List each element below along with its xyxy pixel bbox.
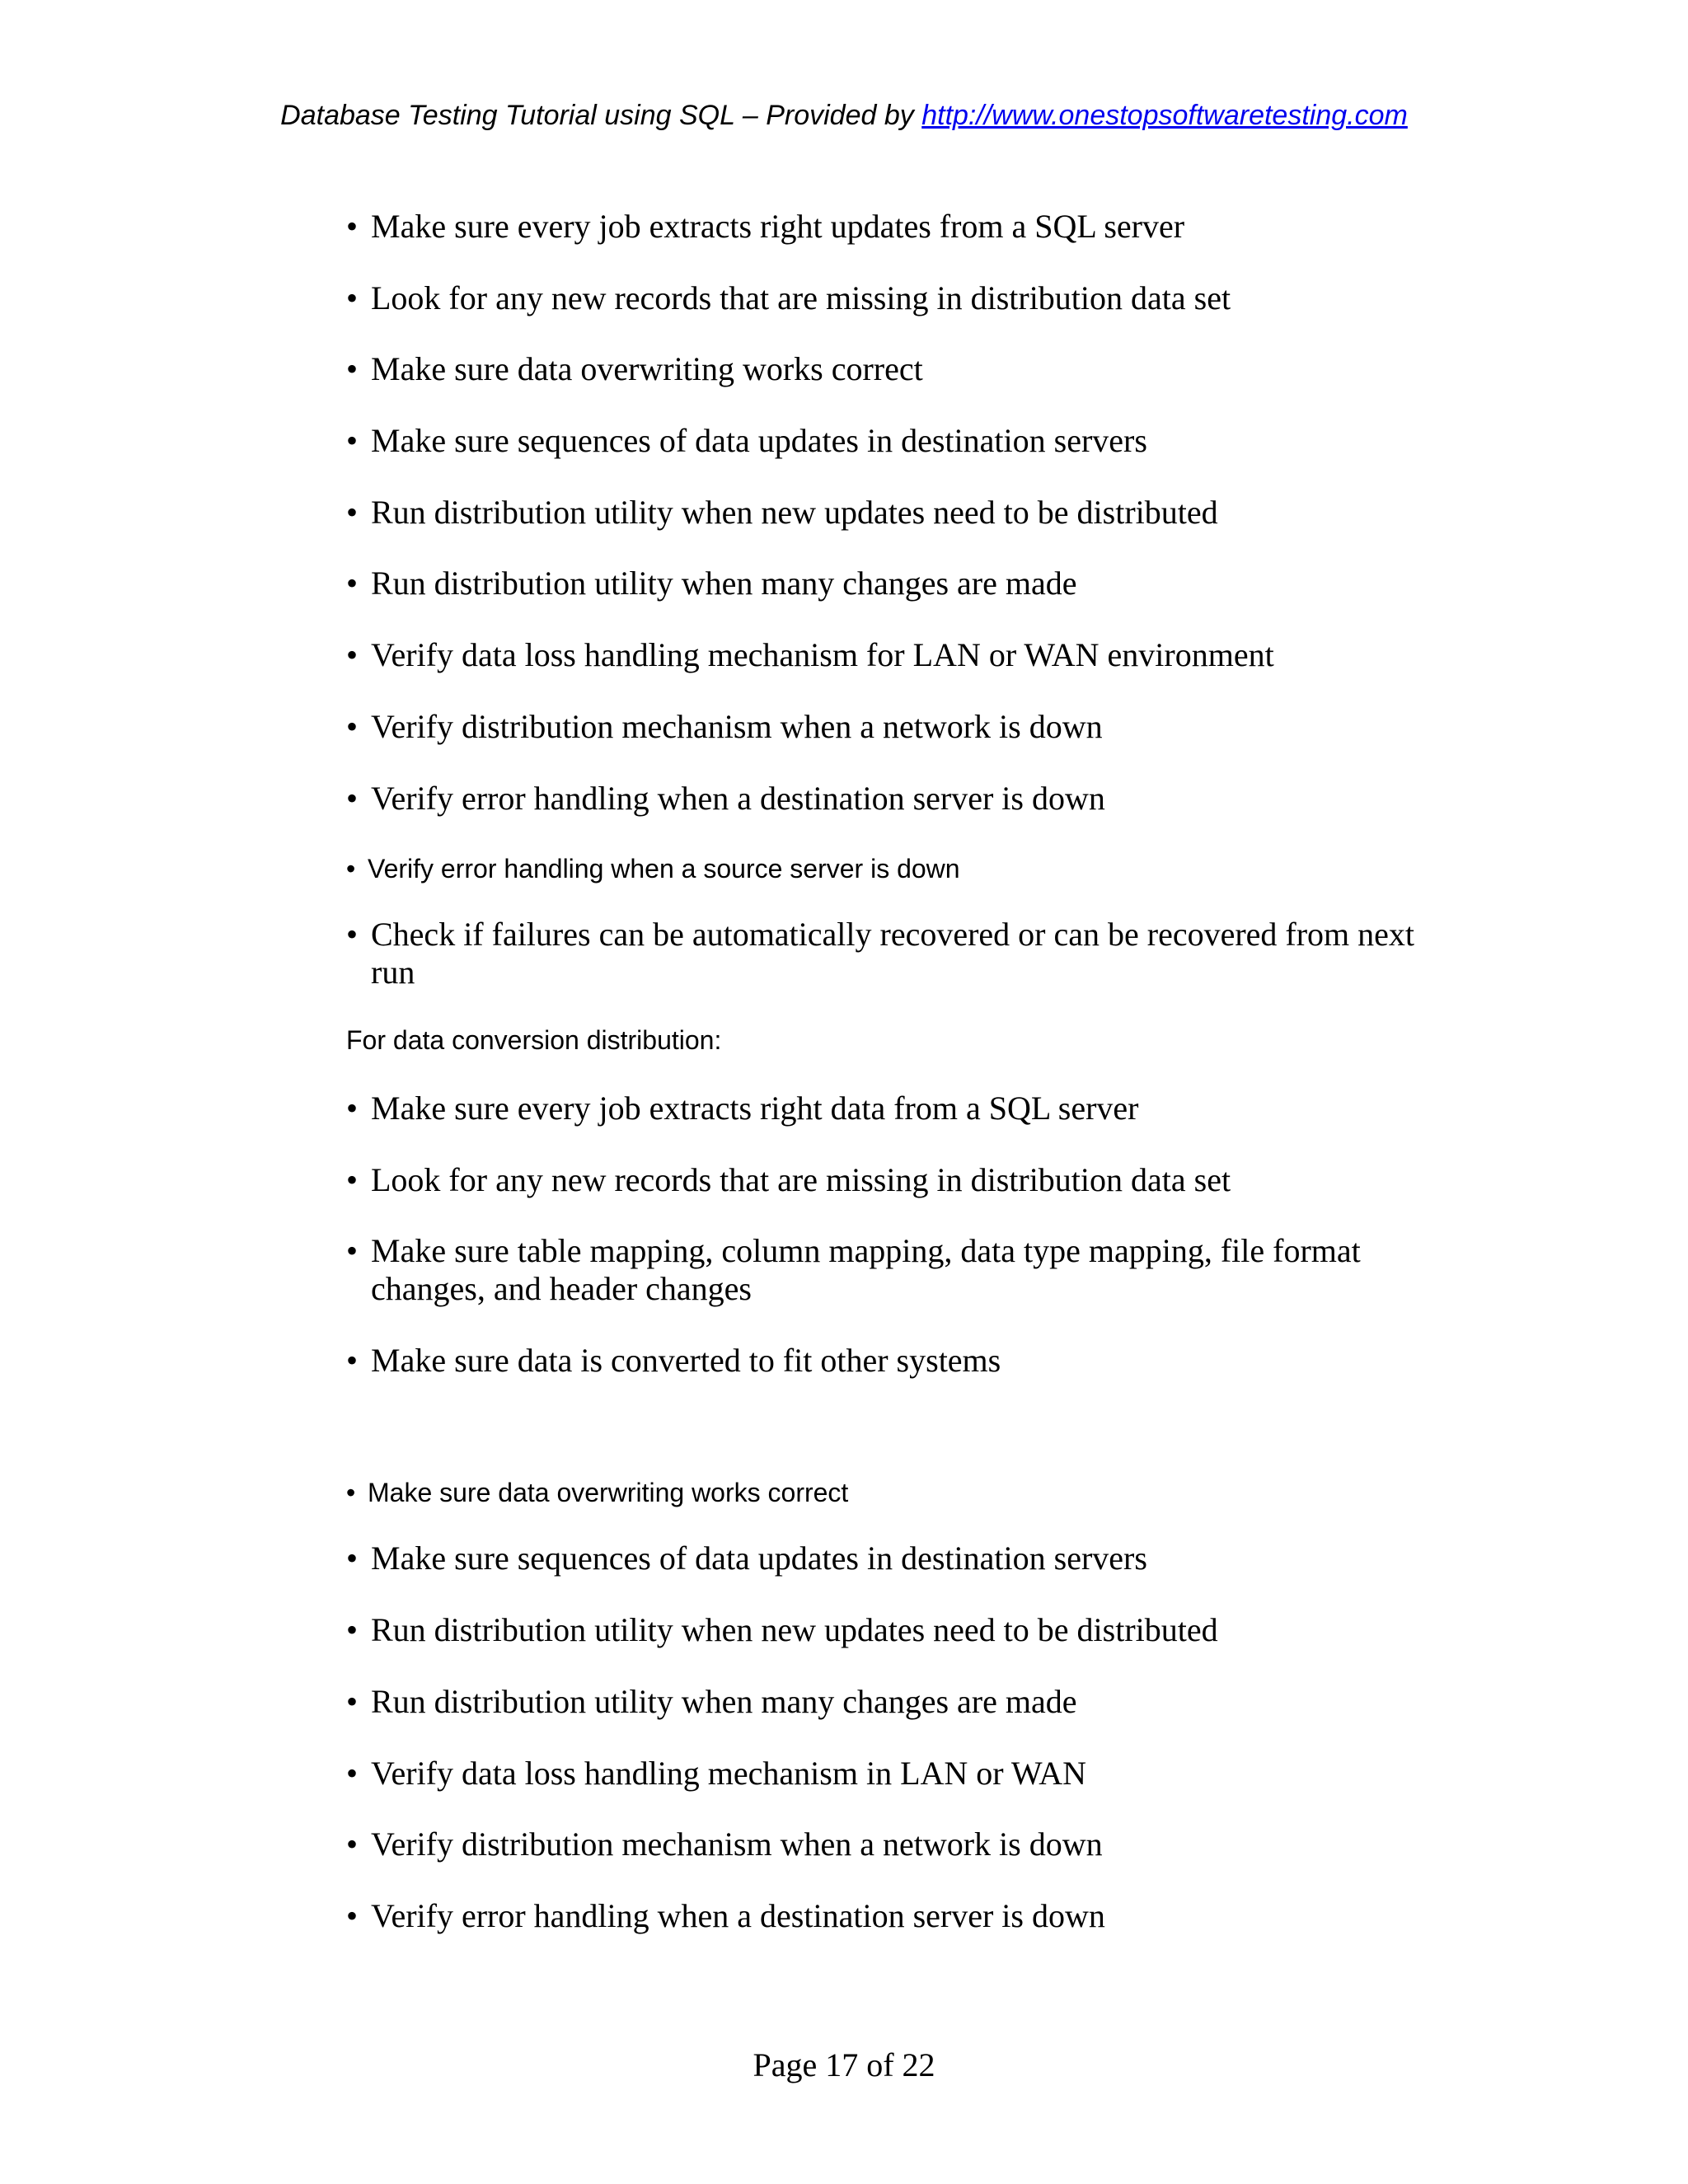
list-item-text: Make sure sequences of data updates in destination servers <box>371 422 1147 459</box>
list-item <box>346 1232 1434 1308</box>
list-item <box>346 708 1434 746</box>
list-item-text: Check if failures can be automatically recovered or can be recovered from next run <box>371 916 1415 991</box>
bullet-icon: • <box>346 1540 359 1577</box>
bullet-icon: • <box>346 1897 359 1934</box>
page-number: Page 17 of 22 <box>753 2046 935 2083</box>
list-item-text: Verify data loss handling mechanism for LAN or WAN environment <box>371 636 1274 673</box>
list-item <box>346 279 1434 317</box>
bullet-icon: • <box>346 1232 359 1269</box>
list-item-text: Make sure data is converted to fit other systems <box>371 1342 1001 1379</box>
page-header <box>0 97 1688 134</box>
bullet-icon: • <box>346 1825 359 1863</box>
section-label: For data conversion distribution: <box>346 1025 722 1055</box>
list-item-text: Verify distribution mechanism when a network is down <box>371 1825 1103 1863</box>
bullet-icon: • <box>346 279 359 316</box>
bullet-icon: • <box>346 636 359 673</box>
list-item <box>346 916 1434 991</box>
list-item <box>346 1090 1434 1127</box>
bullet-icon: • <box>346 1755 359 1792</box>
list-item <box>346 350 1434 388</box>
list-item-text: Make sure data overwriting works correct <box>371 350 923 387</box>
list-item-text: Look for any new records that are missing in distribution data set <box>371 279 1231 316</box>
list-item <box>346 422 1434 460</box>
bullet-icon: • <box>346 565 359 602</box>
bullet-icon: • <box>346 916 359 953</box>
list-item-text: Run distribution utility when new updates need to be distributed <box>371 494 1218 531</box>
bullet-icon: • <box>346 1342 359 1379</box>
list-item-text: Run distribution utility when new updates need to be distributed <box>371 1611 1218 1648</box>
list-item-text: Make sure data overwriting works correct <box>368 1478 849 1507</box>
list-item <box>346 208 1434 246</box>
list-item-text: Make sure every job extracts right data from a SQL server <box>371 1090 1139 1127</box>
list-item <box>346 1683 1434 1721</box>
list-item <box>346 1825 1434 1863</box>
list-item <box>346 494 1434 532</box>
list-item-text: Look for any new records that are missing in distribution data set <box>371 1161 1231 1198</box>
list-item-text: Run distribution utility when many changes are made <box>371 565 1077 602</box>
list-item-text: Make sure table mapping, column mapping, data type mapping, file format changes, and header changes <box>371 1232 1361 1307</box>
list-item <box>346 1161 1434 1199</box>
list-item <box>346 852 1434 885</box>
list-item <box>346 1342 1434 1380</box>
list-item-text: Run distribution utility when many changes are made <box>371 1683 1077 1720</box>
bullet-icon: • <box>346 1090 359 1127</box>
list-item <box>346 636 1434 674</box>
list-item <box>346 1540 1434 1577</box>
list-item <box>346 1897 1434 1935</box>
bullet-icon: • <box>346 854 356 883</box>
list-item <box>346 1755 1434 1793</box>
bullet-icon: • <box>346 1611 359 1648</box>
bullet-icon: • <box>346 780 359 817</box>
list-item <box>346 1611 1434 1649</box>
bullet-icon: • <box>346 708 359 745</box>
list-item-text: Verify error handling when a destination server is down <box>371 780 1105 817</box>
list-item-text: Make sure every job extracts right updates from a SQL server <box>371 208 1185 245</box>
bullet-icon: • <box>346 494 359 531</box>
bullet-icon: • <box>346 208 359 245</box>
list-item <box>346 565 1434 602</box>
list-item <box>346 780 1434 818</box>
list-item <box>346 1476 1434 1509</box>
bullet-icon: • <box>346 350 359 387</box>
list-item-text: Make sure sequences of data updates in destination servers <box>371 1540 1147 1577</box>
list-item-text: Verify data loss handling mechanism in LAN or WAN <box>371 1755 1086 1792</box>
header-link[interactable]: http://www.onestopsoftwaretesting.com <box>921 100 1408 131</box>
bullet-icon: • <box>346 1478 356 1507</box>
list-item-text: Verify error handling when a source server is down <box>368 854 960 883</box>
bullet-icon: • <box>346 1683 359 1720</box>
bullet-icon: • <box>346 1161 359 1198</box>
list-item-text: Verify distribution mechanism when a network is down <box>371 708 1103 745</box>
list-item-text: Verify error handling when a destination server is down <box>371 1897 1105 1934</box>
header-text: Database Testing Tutorial using SQL – Provided by <box>280 100 922 131</box>
bullet-icon: • <box>346 422 359 459</box>
